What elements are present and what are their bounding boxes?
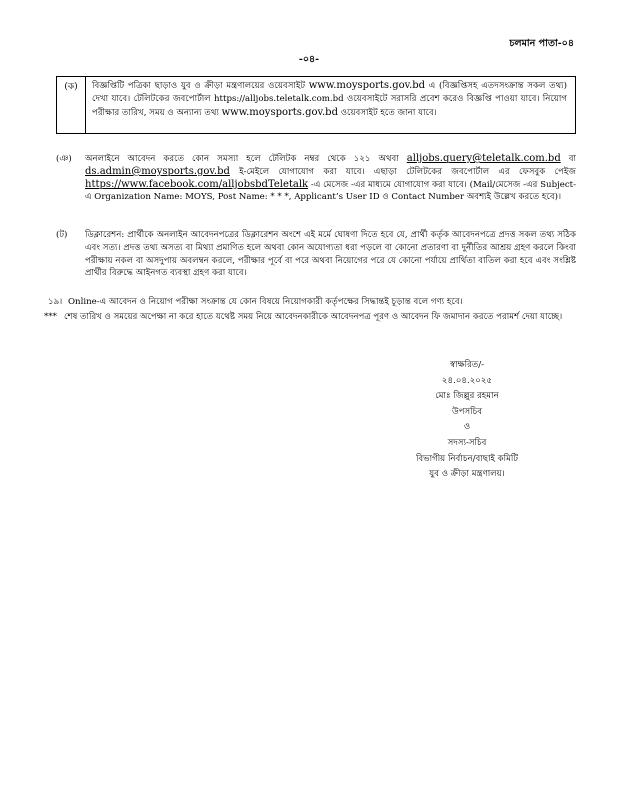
paragraph-contact-label: (ঞ) [56,154,72,164]
paragraph-19-label: ১৯। [48,297,63,307]
signature-block [392,358,542,483]
signature-ministry: যুব ও ক্রীড়া মন্ত্রণালয়। [429,469,505,480]
paragraph-note [44,311,588,324]
paragraph-19 [48,296,588,309]
paragraph-contact [56,153,576,204]
paragraph-note-text: শেষ তারিখ ও সময়ের অপেক্ষা না করে হাতে যথেষ্ট সময় নিয়ে আবেদনকারীকে আবেদনপত্র পূরণ ও আবেদন ফি জমাদান করতে পরামর্শ দেয়া যাচ্ছে। [64,312,563,322]
contact-text-1: অনলাইনে আবেদন করতে কোন সমস্যা হলে টেলিটক নম্বর থেকে ১২১ অথবা [85,154,407,164]
contact-text-3: ই-মেইলে যোগাযোগ করা যাবে। এছাড়া টেলিটকের জবপোর্টাল এর ফেসবুক পেইজ [229,166,576,177]
email-link-teletalk[interactable]: alljobs.query@teletalk.com.bd [406,153,561,164]
website-link-2[interactable]: www.moysports.gov.bd [221,107,338,119]
signature-date: ২৪.০৪.২০২৫ [441,375,493,386]
email-link-moysports[interactable]: ds.admin@moysports.gov.bd [85,165,230,177]
signature-committee: বিভাগীয় নির্বাচন/বাছাই কমিটি [415,453,519,464]
box-text [86,77,575,133]
page-number: -০৪- [298,54,320,65]
contact-text-2: বা [560,154,576,164]
info-box [56,76,576,134]
box-text-2: এ (বিজ্ঞপ্তিসহ এতদসংক্রান্ত সকল তথ্য) দেখা যাবে। টেলিটকের জবপোর্টাল https://alljobs.teletalk.com.bd ওয়েবসাইটে সরাসরি প্রবেশ করেও বিজ্ঞপ্তি পাওয়া যাবে। নিয়োগ পরীক্ষার তারিখ, সময় ও অন্যান্য তথ্য [92,81,567,119]
paragraph-declaration-label: (ট) [56,230,68,240]
signature-signed: স্বাক্ষরিত/- [449,360,485,370]
signature-role: সদস্য-সচিব [447,437,487,448]
paragraph-declaration [56,229,576,280]
facebook-link[interactable]: https://www.facebook.com/alljobsbdTeletalk [85,178,309,190]
website-link-1[interactable]: www.moysports.gov.bd [308,80,426,91]
paragraph-19-text: Online-এ আবেদন ও নিয়োগ পরীক্ষা সংক্রান্ত যে কোন বিষয়ে নিয়োগকারী কর্তৃপক্ষের সিদ্ধান্তই চূড়ান্ত বলে গণ্য হবে। [68,297,463,307]
paragraph-contact-text [85,153,576,204]
signature-designation: উপসচিব [451,406,483,417]
paragraph-note-label: *** [44,312,57,322]
signature-and: ও [463,422,471,433]
box-label: (ক) [57,77,86,133]
box-text-3: ওয়েবসাইট হতে জানা যাবে। [337,108,437,119]
box-text-1: বিজ্ঞপ্তিটি পত্রিকা ছাড়াও যুব ও ক্রীড়া মন্ত্রণালয়ের ওয়েবসাইট [92,81,309,91]
signature-name: মোঃ জিল্লুর রহমান [435,391,499,402]
paragraph-declaration-text: ডিক্লারেশন: প্রার্থীকে অনলাইন আবেদনপত্রের ডিক্লারেশন অংশে এই মর্মে ঘোষণা দিতে হবে যে, প্রার্থী কর্তৃক আবেদনপত্রে প্রদত্ত সকল তথ্য সঠিক এবং সত্য। প্রদত্ত তথ্য অসত্য বা মিথ্যা প্রমাণিত হলে অথবা কোন অযোগ্যতা ধরা পড়লে বা কোনো প্রতারণা বা দুর্নীতির আশ্রয় গ্রহণ করলে কিংবা পরীক্ষায় নকল বা অসদুপায় অবলম্বন করলে, পরীক্ষার পূর্বে বা পরে অথবা নিয়োগের পরে যে কোনো পর্যায়ে প্রার্থিতা বাতিল করা হবে এবং সংশ্লিষ্ট প্রার্থীর বিরুদ্ধে আইনগত ব্যবস্থা গ্রহণ করা যাবে। [85,230,576,279]
running-head: চলমান পাতা-০৪ [509,38,574,49]
contact-text-4: -এ মেসেজ -এর মাধ্যমে যোগাযোগ করা যাবে। (Mail/মেসেজ -এর Subject-এ Organization Name: MOYS, Post Name: * * *, Applicant’s User ID ও Contact Number অবশ্যই উল্লেখ করতে হবে)। [85,179,576,203]
